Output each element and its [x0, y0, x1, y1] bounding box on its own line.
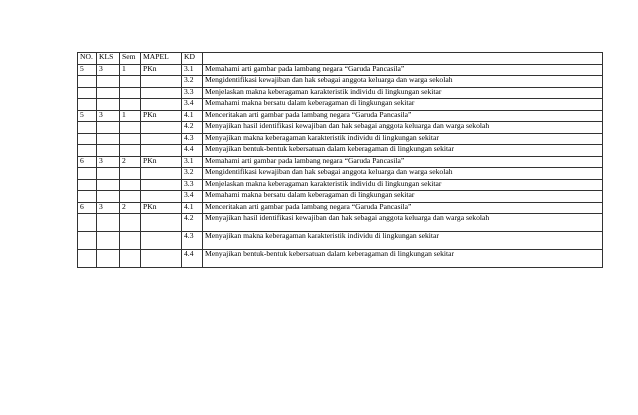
cell-mapel [141, 145, 182, 157]
table-row [78, 145, 603, 157]
cell-no: 6 [78, 156, 97, 168]
cell-sem [120, 133, 141, 145]
header-mapel: MAPEL [141, 53, 182, 65]
cell-no [78, 122, 97, 134]
cell-no: 6 [78, 202, 97, 214]
cell-kls [97, 179, 120, 191]
cell-kls [97, 99, 120, 111]
cell-description: Menyajikan makna keberagaman karakteristik individu di lingkungan sekitar [203, 133, 603, 145]
table-row [78, 76, 603, 88]
table-row [78, 87, 603, 99]
cell-description: Menjelaskan makna keberagaman karakteristik individu di lingkungan sekitar [203, 87, 603, 99]
cell-kls [97, 122, 120, 134]
cell-kd: 4.3 [182, 232, 203, 250]
cell-description: Menyajikan makna keberagaman karakteristik individu di lingkungan sekitar [203, 232, 603, 250]
cell-kd: 4.1 [182, 202, 203, 214]
table-row [78, 250, 603, 268]
cell-kls: 3 [97, 64, 120, 76]
cell-description: Memahami makna bersatu dalam keberagaman di lingkungan sekitar [203, 191, 603, 203]
cell-mapel [141, 214, 182, 232]
cell-mapel: PKn [141, 156, 182, 168]
cell-kd: 4.3 [182, 133, 203, 145]
cell-kls: 3 [97, 156, 120, 168]
header-row [78, 53, 603, 65]
cell-sem [120, 191, 141, 203]
cell-kls [97, 191, 120, 203]
cell-sem: 1 [120, 110, 141, 122]
table-row [78, 122, 603, 134]
table-row [78, 64, 603, 76]
cell-no [78, 168, 97, 180]
table-body [78, 64, 603, 268]
cell-kls: 3 [97, 202, 120, 214]
cell-kls [97, 133, 120, 145]
cell-sem [120, 145, 141, 157]
cell-no [78, 232, 97, 250]
cell-no: 5 [78, 110, 97, 122]
cell-kd: 4.2 [182, 214, 203, 232]
cell-mapel [141, 250, 182, 268]
cell-description: Menyajikan hasil identifikasi kewajiban dan hak sebagai anggota keluarga dan warga sekolah [203, 214, 603, 232]
cell-description: Menyajikan hasil identifikasi kewajiban dan hak sebagai anggota keluarga dan warga sekolah [203, 122, 603, 134]
cell-sem [120, 99, 141, 111]
table-row [78, 168, 603, 180]
header-description [203, 53, 603, 65]
cell-kd: 3.2 [182, 76, 203, 88]
cell-description: Memahami makna bersatu dalam keberagaman di lingkungan sekitar [203, 99, 603, 111]
cell-sem: 2 [120, 156, 141, 168]
cell-mapel [141, 87, 182, 99]
cell-kd: 3.3 [182, 87, 203, 99]
table-row [78, 214, 603, 232]
cell-description: Menyajikan bentuk-bentuk kebersatuan dalam keberagaman di lingkungan sekitar [203, 250, 603, 268]
cell-no [78, 145, 97, 157]
cell-mapel: PKn [141, 64, 182, 76]
cell-no [78, 87, 97, 99]
cell-description: Menceritakan arti gambar pada lambang negara “Garuda Pancasila” [203, 202, 603, 214]
cell-no [78, 191, 97, 203]
cell-description: Memahami arti gambar pada lambang negara “Garuda Pancasila” [203, 156, 603, 168]
table-row [78, 110, 603, 122]
cell-sem [120, 122, 141, 134]
cell-mapel: PKn [141, 202, 182, 214]
cell-sem [120, 232, 141, 250]
cell-no [78, 250, 97, 268]
cell-kls [97, 76, 120, 88]
cell-sem [120, 168, 141, 180]
header-sem: Sem [120, 53, 141, 65]
cell-description: Menjelaskan makna keberagaman karakteristik individu di lingkungan sekitar [203, 179, 603, 191]
table-row [78, 232, 603, 250]
cell-no [78, 76, 97, 88]
cell-description: Mengidentifikasi kewajiban dan hak sebagai anggota keluarga dan warga sekolah [203, 76, 603, 88]
cell-kd: 4.4 [182, 250, 203, 268]
cell-no: 5 [78, 64, 97, 76]
cell-sem: 1 [120, 64, 141, 76]
cell-kls [97, 232, 120, 250]
cell-mapel [141, 232, 182, 250]
cell-kd: 3.4 [182, 99, 203, 111]
table-row [78, 202, 603, 214]
cell-mapel [141, 168, 182, 180]
cell-sem [120, 250, 141, 268]
cell-description: Menyajikan bentuk-bentuk kebersatuan dalam keberagaman di lingkungan sekitar [203, 145, 603, 157]
cell-kls [97, 145, 120, 157]
cell-mapel [141, 133, 182, 145]
cell-sem [120, 76, 141, 88]
table-row [78, 191, 603, 203]
cell-kls [97, 214, 120, 232]
cell-kd: 3.3 [182, 179, 203, 191]
table-row [78, 156, 603, 168]
cell-no [78, 133, 97, 145]
cell-sem [120, 87, 141, 99]
cell-kd: 4.4 [182, 145, 203, 157]
cell-mapel: PKn [141, 110, 182, 122]
cell-mapel [141, 76, 182, 88]
cell-no [78, 99, 97, 111]
header-kd: KD [182, 53, 203, 65]
cell-kd: 3.1 [182, 64, 203, 76]
cell-mapel [141, 191, 182, 203]
cell-sem [120, 214, 141, 232]
cell-mapel [141, 99, 182, 111]
cell-kd: 3.1 [182, 156, 203, 168]
table-row [78, 133, 603, 145]
cell-description: Mengidentifikasi kewajiban dan hak sebagai anggota keluarga dan warga sekolah [203, 168, 603, 180]
cell-mapel [141, 179, 182, 191]
cell-sem: 2 [120, 202, 141, 214]
cell-kls [97, 87, 120, 99]
table-row [78, 99, 603, 111]
cell-kls [97, 168, 120, 180]
cell-kd: 3.2 [182, 168, 203, 180]
cell-mapel [141, 122, 182, 134]
cell-no [78, 214, 97, 232]
cell-kd: 3.4 [182, 191, 203, 203]
cell-kls: 3 [97, 110, 120, 122]
table-row [78, 179, 603, 191]
cell-kd: 4.2 [182, 122, 203, 134]
cell-kd: 4.1 [182, 110, 203, 122]
cell-description: Menceritakan arti gambar pada lambang negara “Garuda Pancasila” [203, 110, 603, 122]
kd-table [77, 52, 603, 268]
cell-description: Memahami arti gambar pada lambang negara “Garuda Pancasila” [203, 64, 603, 76]
cell-no [78, 179, 97, 191]
header-no: NO. [78, 53, 97, 65]
header-kls: KLS [97, 53, 120, 65]
cell-sem [120, 179, 141, 191]
cell-kls [97, 250, 120, 268]
